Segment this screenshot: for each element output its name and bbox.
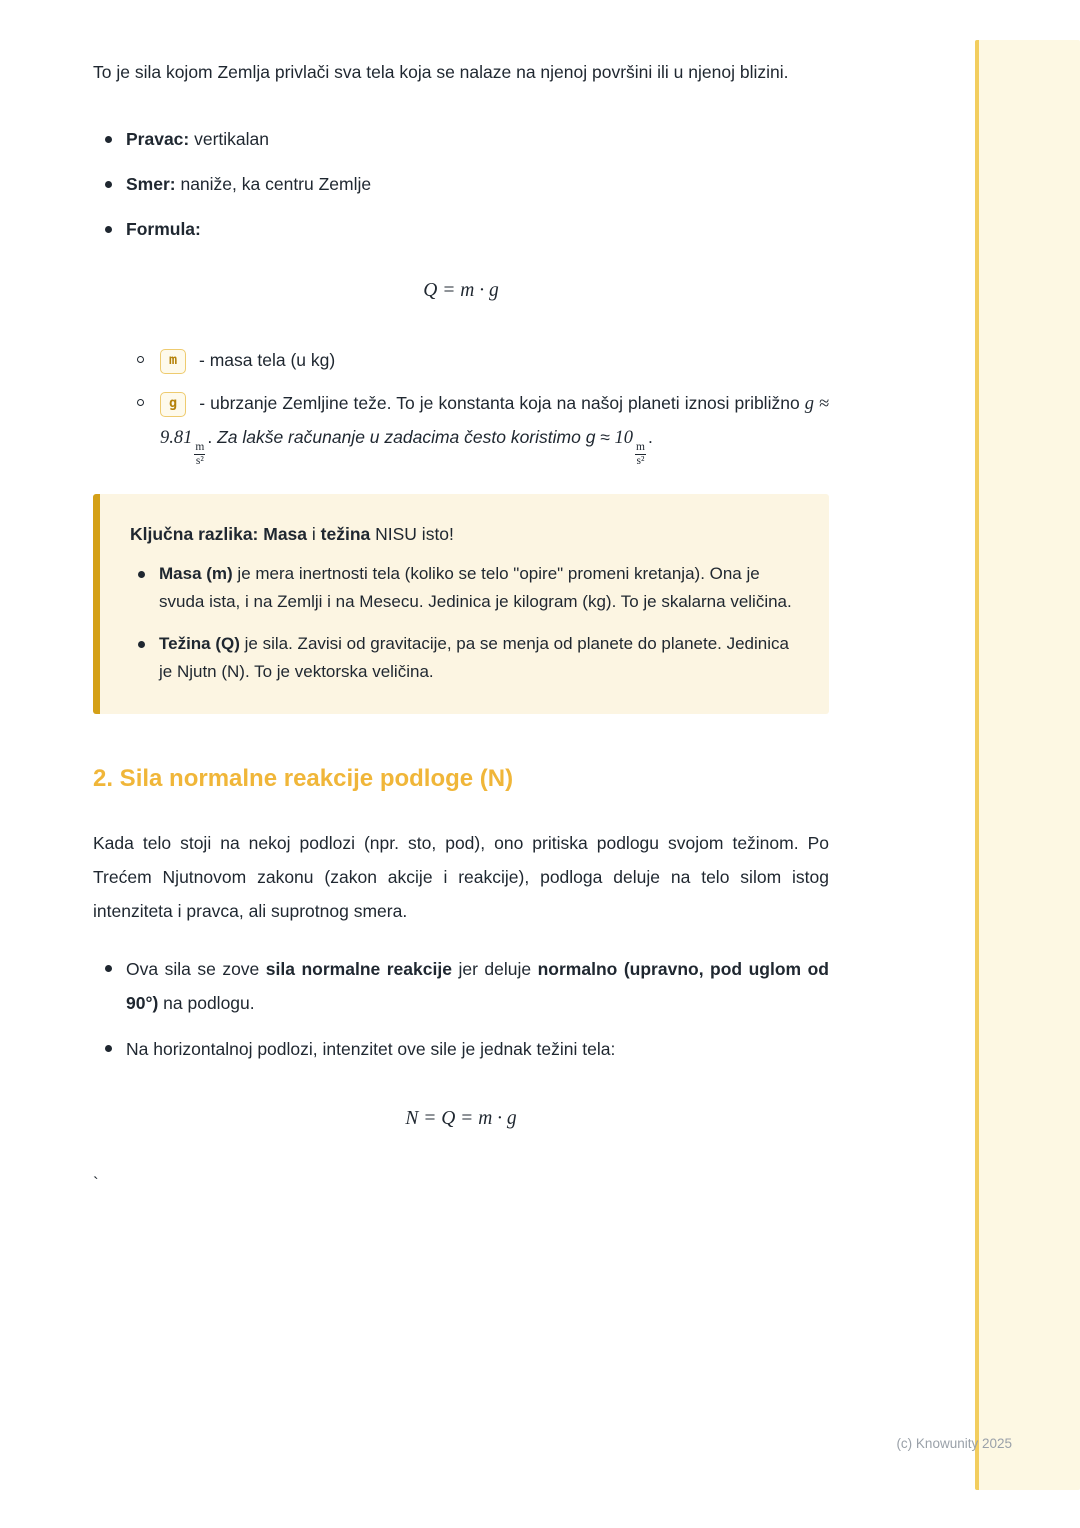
variable-text: - masa tela (u kg) (199, 350, 336, 370)
section-paragraph: Kada telo stoji na nekoj podlozi (npr. sto, pod), ono pritiska podlogu svojom težinom. Po Trećem Njutnovom zakonu (zakon akcije i reakcije), podloga deluje na telo silom istog intenziteta i pravca, ali suprotnog smera. (93, 833, 829, 922)
callout-item-text: Težina (Q) je sila. Zavisi od gravitacije, pa se menja od planete do planete. Jedinica je Njutn (N). To je vektorska veličina. (159, 634, 789, 682)
bullet-icon (105, 226, 112, 233)
callout-key-difference (93, 494, 829, 714)
bullet-icon (105, 181, 112, 188)
code-chip-m: m (160, 349, 186, 374)
stray-backtick: ` (93, 1174, 99, 1194)
inline-math-g-10: 10 (609, 428, 634, 448)
list-item-text (126, 168, 829, 201)
footer-credit: (c) Knowunity 2025 (896, 1436, 1012, 1451)
section-heading: 2. Sila normalne reakcije podloge (N) (93, 765, 514, 793)
list-item-normal-force (93, 952, 829, 1020)
list-item-horizontal (93, 1032, 829, 1066)
bullet-icon (105, 1045, 112, 1052)
normal-force-list (93, 952, 829, 1066)
list-item-text: Na horizontalnoj podlozi, intenzitet ove sile je jednak težini tela: (126, 1039, 616, 1060)
callout-title: Ključna razlika: Masa i težina NISU isto! (130, 524, 454, 545)
variable-text: . (207, 427, 218, 447)
intro-paragraph: To je sila kojom Zemlja privlači sva tela koja se nalaze na njenoj površini ili u njenoj blizini. (93, 62, 789, 82)
bullet-icon (105, 965, 112, 972)
weight-properties-list (93, 123, 829, 246)
callout-item-tezina (130, 630, 799, 686)
callout-item-masa (130, 560, 799, 616)
list-item-label: Pravac: (126, 129, 190, 149)
list-item-pravac (93, 123, 829, 156)
bullet-icon (105, 136, 112, 143)
list-item-text (126, 123, 829, 156)
formula-normal-force: N = Q = m · g (405, 1108, 517, 1130)
circle-bullet-icon (137, 399, 144, 406)
variable-item-m (125, 344, 829, 377)
list-item-value: vertikalan (189, 129, 270, 149)
variable-description (160, 344, 829, 377)
decorative-right-stripe (975, 40, 1080, 1490)
list-item-label: Formula: (126, 219, 201, 239)
list-item-label: Smer: (126, 174, 176, 194)
italic-note: Za lakše računanje u zadacima često koristimo g ≈ (217, 427, 610, 447)
list-item-value: naniže, ka centru Zemlje (175, 174, 372, 194)
list-item-text (126, 213, 829, 246)
variable-description (160, 387, 829, 468)
formula-weight: Q = m · g (423, 280, 499, 301)
list-item-smer (93, 168, 829, 201)
fraction-m-per-s2: $\frac{m}{\text{s²}}$ (636, 441, 645, 468)
variable-item-g (125, 387, 829, 468)
formula-variables-list (125, 344, 829, 468)
circle-bullet-icon (137, 356, 144, 363)
fraction-m-per-s2: $\frac{m}{\text{s²}}$ (195, 441, 205, 468)
inline-math-g-981: g ≈ 9.81 (160, 394, 829, 448)
variable-text: - ubrzanje Zemljine teže. To je konstanta koja na našoj planeti iznosi približno (199, 393, 805, 413)
callout-item-text: Masa (m) je mera inertnosti tela (koliko se telo "opire" promeni kretanja). Ona je svuda ista, i na Zemlji i na Mesecu. Jedinica je kilogram (kg). To je skalarna veličina. (159, 564, 792, 612)
variable-text: . (647, 427, 653, 447)
document-page (93, 56, 829, 1194)
bullet-icon (138, 641, 145, 648)
code-chip-g: g (160, 392, 186, 417)
list-item-text: Ova sila se zove sila normalne reakcije jer deluje normalno (upravno, pod uglom od 90°) na podlogu. (126, 959, 829, 1014)
list-item-formula (93, 213, 829, 246)
bullet-icon (138, 571, 145, 578)
